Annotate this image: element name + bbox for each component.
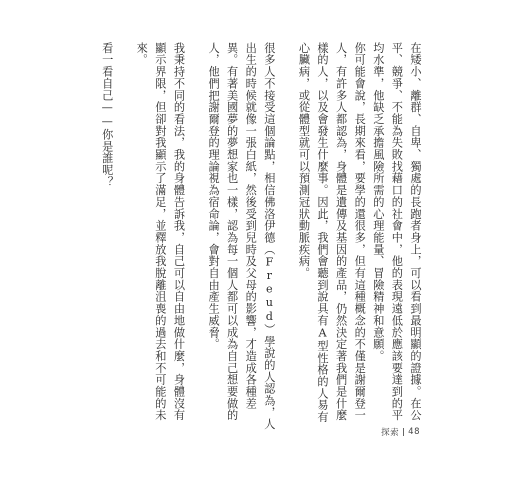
paragraph: 你可能會說，長期來看，要學的還很多，但有這種概念的不僅是謝爾登一人，有許多人都認為，身體是遺傳及基因的產品，仍然決定著我們是什麼樣的人，以及會發生什麼事。因此，我們會聽到說具有A型性格的人易有心臟病，或從體型就可以預測冠狀動脈疾病。 [297,42,367,423]
section-title: 探索 [381,428,400,438]
paragraph: 看一看自己——你是誰呢？ [100,42,114,188]
page-footer [381,426,420,438]
paragraph: 在矮小、離群、自卑、獨處的長跑者身上，可以看到最明顯的證據。在公平、競爭、不能為失敗找藉口的社會中，他的表現遠低於應該要達到的平均水準，他缺乏承擔風險所需的心理能量、冒險精神和意願。 [371,42,422,422]
paragraph: 很多人不接受這個論點，相信佛洛伊德（Freud）學說的人認為，人出生的時候就像一張白紙，然後受到兒時及父母的影響，才造成各種差異。有著美國夢的夢想家也一樣，認為每一個人都可以成為自己想要做的人，他們把謝爾登的理論視為宿命論，會對自由產生威脅。 [207,42,276,431]
page-number: 48 [408,427,420,437]
paragraph: 我秉持不同的看法，我的身體告訴我，自己可以自由地做什麼，身體沒有顯示界限，但卻對我顯示了滿足，並釋放我脫離沮喪的過去和不可能的未來。 [135,42,186,422]
footer-divider [403,428,404,436]
body-text [81,42,424,432]
